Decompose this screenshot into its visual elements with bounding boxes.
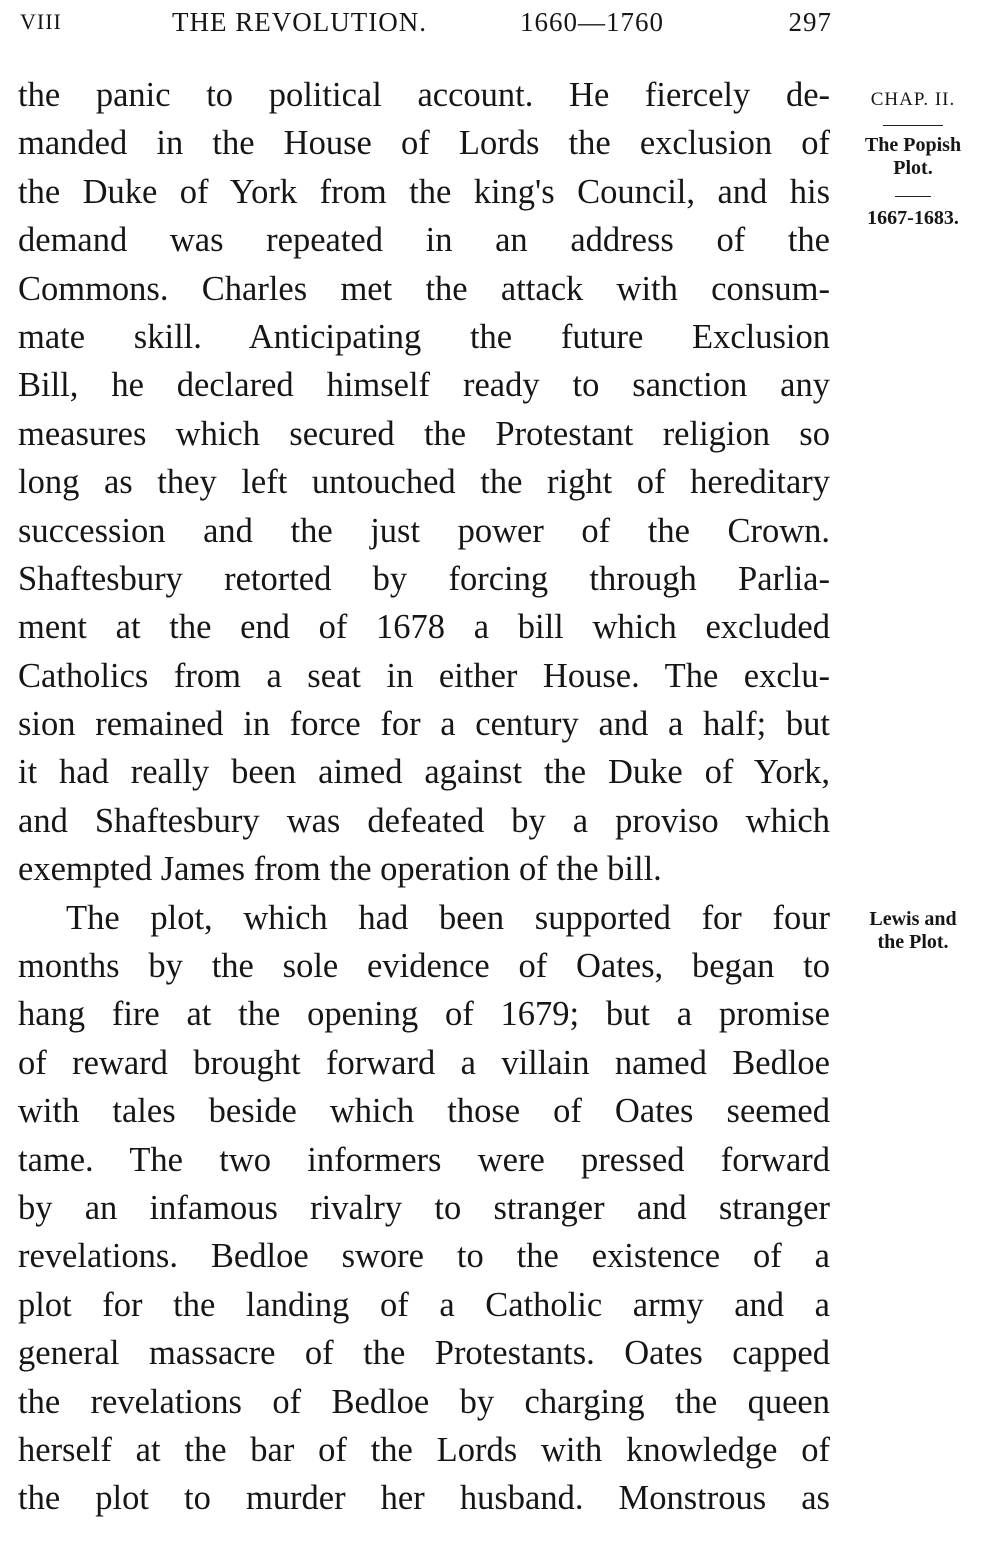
text-line: the revelations of Bedloe by charging the queen: [18, 1382, 830, 1421]
text-line: demand was repeated in an address of the: [18, 221, 830, 260]
chapter-numeral: VIII: [20, 9, 62, 34]
running-head: [20, 4, 832, 40]
text-line: by an infamous rivalry to stranger and stranger: [18, 1188, 830, 1227]
margin-rule: [883, 125, 943, 126]
text-line: of reward brought forward a villain named Bedloe: [18, 1043, 830, 1082]
text-line: Catholics from a seat in either House. The exclu-: [18, 656, 830, 695]
text-line: Bill, he declared himself ready to sanction any: [18, 366, 830, 405]
text-line: manded in the House of Lords the exclusion of: [18, 124, 830, 163]
text-line: measures which secured the Protestant religion so: [18, 414, 830, 453]
paragraph-start-line: The plot, which had been supported for four: [66, 898, 830, 937]
text-line: mate skill. Anticipating the future Exclusion: [18, 317, 830, 356]
text-line: plot for the landing of a Catholic army and a: [18, 1285, 830, 1324]
text-line: revelations. Bedloe swore to the existence of a: [18, 1237, 830, 1276]
text-line: Shaftesbury retorted by forcing through Parlia-: [18, 559, 830, 598]
text-line: the panic to political account. He fiercely de-: [18, 76, 830, 114]
text-line: the plot to murder her husband. Monstrous as: [18, 1479, 830, 1518]
text-line: sion remained in force for a century and a half; but: [18, 705, 830, 744]
text-line: it had really been aimed against the Duke of York,: [18, 753, 830, 792]
text-line: general massacre of the Protestants. Oates capped: [18, 1334, 830, 1373]
body-text: [18, 71, 830, 1523]
text-line: succession and the just power of the Crown.: [18, 511, 830, 550]
text-line: tame. The two informers were pressed forward: [18, 1140, 830, 1179]
text-line: Commons. Charles met the attack with consum-: [18, 269, 830, 308]
text-line: the Duke of York from the king's Council, and his: [18, 172, 830, 211]
margin-topic-line: Lewis and: [869, 908, 957, 930]
margin-topic-line: the Plot.: [877, 931, 949, 953]
text-line: ment at the end of 1678 a bill which excluded: [18, 608, 830, 647]
paragraph-end-line: exempted James from the operation of the bill.: [18, 850, 662, 889]
text-line: herself at the bar of the Lords with knowledge of: [18, 1430, 830, 1469]
text-line: months by the sole evidence of Oates, began to: [18, 947, 830, 986]
margin-topic-lewis-plot: [838, 908, 988, 954]
margin-dates: 1667-1683.: [867, 207, 959, 229]
margin-topic-line: The Popish: [864, 134, 962, 156]
page-number: 297: [788, 7, 832, 37]
running-dates: 1660—1760: [520, 7, 664, 37]
text-line: with tales beside which those of Oates seemed: [18, 1092, 830, 1131]
margin-rule: [895, 196, 931, 197]
running-title: THE REVOLUTION.: [172, 7, 427, 37]
text-line: long as they left untouched the right of hereditary: [18, 463, 830, 502]
text-line: hang fire at the opening of 1679; but a promise: [18, 995, 830, 1034]
margin-chapter-label: CHAP. II.: [870, 89, 956, 110]
text-line: and Shaftesbury was defeated by a proviso which: [18, 801, 830, 840]
margin-topic-line: Plot.: [893, 157, 933, 179]
margin-topic-popish-plot: [838, 134, 988, 180]
